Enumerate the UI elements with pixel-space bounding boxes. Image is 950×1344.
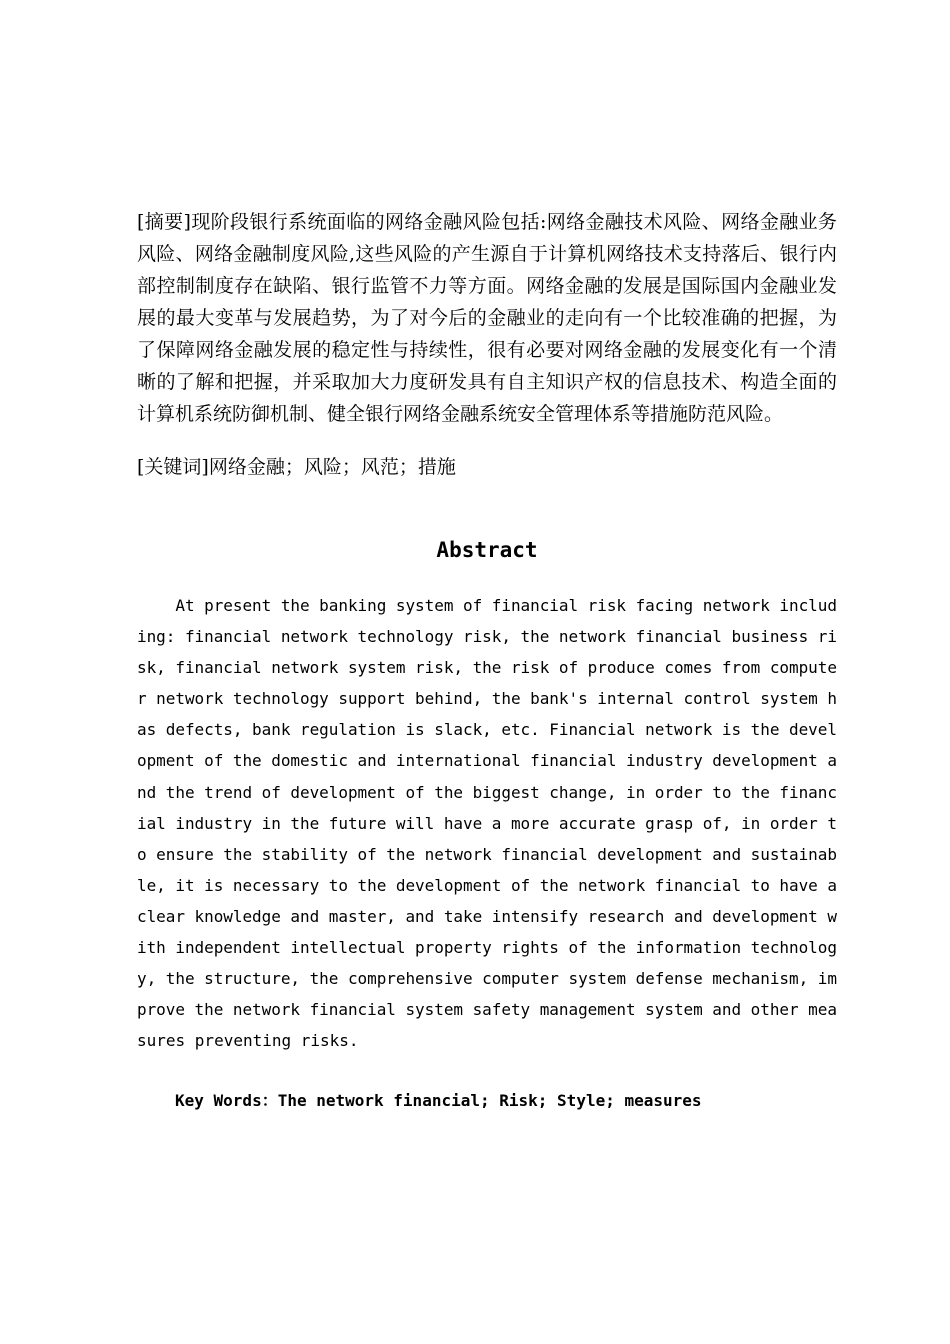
chinese-keywords: [关键词]网络金融；风险；风范；措施 bbox=[137, 456, 456, 478]
english-abstract-line: y, the structure, the comprehensive computer system defense mechanism, im bbox=[137, 969, 837, 989]
english-abstract-line: ing: financial network technology risk, the network financial business ri bbox=[137, 627, 837, 647]
chinese-abstract-line: 计算机系统防御机制、健全银行网络金融系统安全管理体系等措施防范风险。 bbox=[137, 403, 784, 425]
english-abstract-line: ith independent intellectual property rights of the information technolog bbox=[137, 938, 837, 958]
english-keywords: Key Words：The network financial; Risk; Style; measures bbox=[175, 1091, 702, 1110]
english-abstract-line: sk, financial network system risk, the risk of produce comes from compute bbox=[137, 658, 837, 678]
chinese-abstract-line: 晰的了解和把握，并采取加大力度研发具有自主知识产权的信息技术、构造全面的 bbox=[137, 371, 838, 393]
english-abstract-line: opment of the domestic and international financial industry development a bbox=[137, 751, 837, 771]
english-abstract-line: r network technology support behind, the bank's internal control system h bbox=[137, 689, 837, 709]
english-abstract-line: prove the network financial system safety management system and other mea bbox=[137, 1000, 837, 1020]
english-abstract-line: sures preventing risks. bbox=[137, 1031, 359, 1051]
chinese-abstract-line: 风险、网络金融制度风险,这些风险的产生源自于计算机网络技术支持落后、银行内 bbox=[137, 243, 838, 265]
english-abstract-line: nd the trend of development of the biggest change, in order to the financ bbox=[137, 782, 837, 802]
english-abstract-line: ial industry in the future will have a more accurate grasp of, in order t bbox=[137, 813, 837, 833]
chinese-abstract-line: 部控制制度存在缺陷、银行监管不力等方面。网络金融的发展是国际国内金融业发 bbox=[137, 275, 838, 297]
english-abstract-line: At present the banking system of financial risk facing network includ bbox=[137, 596, 837, 615]
abstract-title: Abstract bbox=[436, 538, 538, 562]
english-abstract bbox=[137, 590, 837, 1056]
english-abstract-line: clear knowledge and master, and take intensify research and development w bbox=[137, 906, 837, 926]
english-abstract-line: le, it is necessary to the development of the network financial to have a bbox=[137, 875, 837, 895]
chinese-abstract-line: 了保障网络金融发展的稳定性与持续性，很有必要对网络金融的发展变化有一个清 bbox=[137, 339, 838, 361]
chinese-abstract bbox=[137, 206, 837, 430]
english-abstract-line: as defects, bank regulation is slack, etc. Financial network is the devel bbox=[137, 720, 837, 740]
english-abstract-line: o ensure the stability of the network financial development and sustainab bbox=[137, 844, 837, 864]
chinese-abstract-line: 展的最大变革与发展趋势，为了对今后的金融业的走向有一个比较准确的把握，为 bbox=[137, 307, 838, 329]
chinese-abstract-line: [摘要]现阶段银行系统面临的网络金融风险包括:网络金融技术风险、网络金融业务 bbox=[137, 211, 838, 233]
